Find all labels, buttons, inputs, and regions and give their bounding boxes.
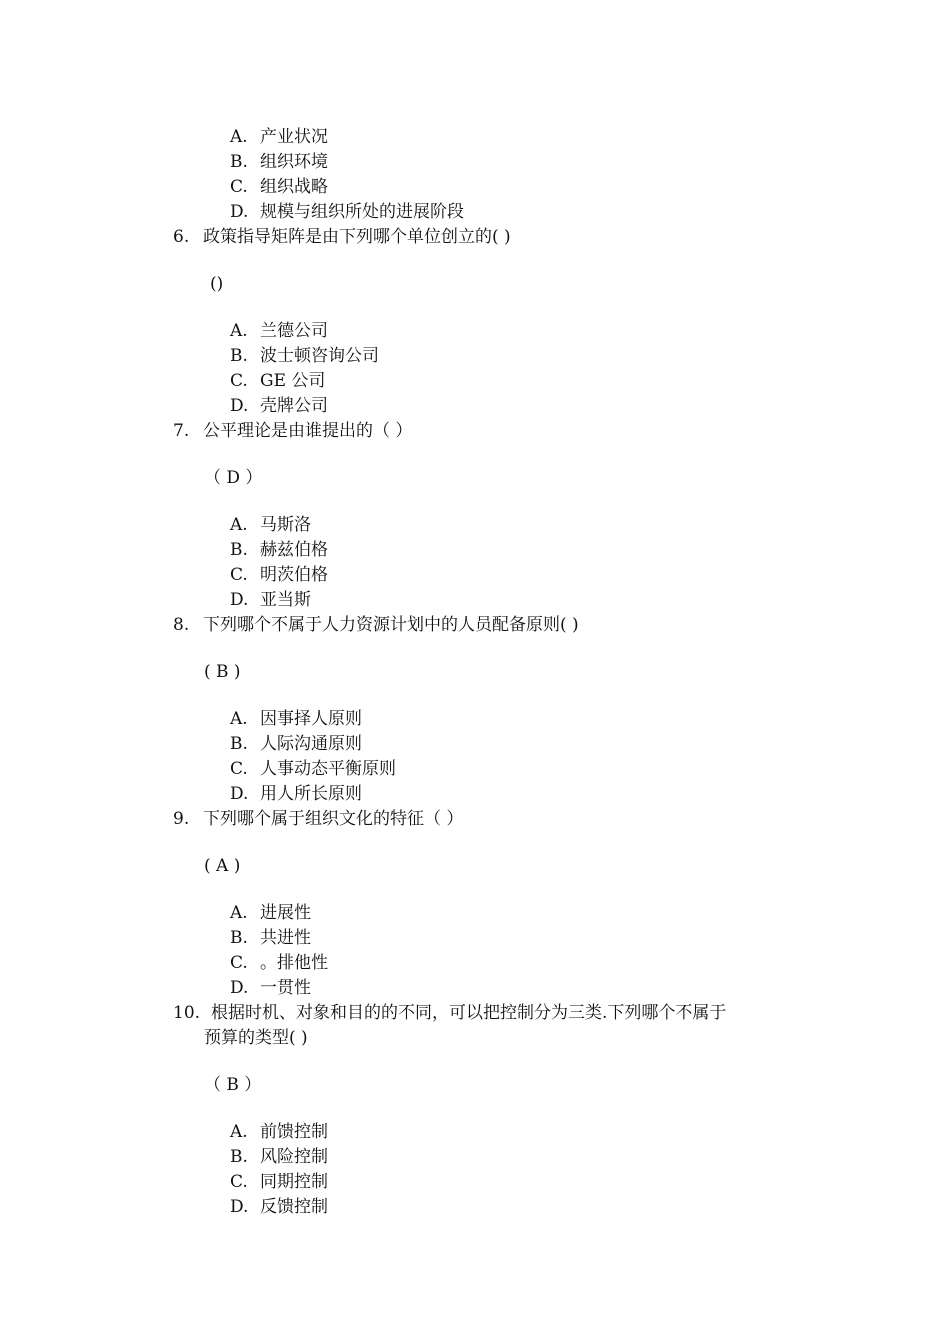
option-c: C. 同期控制 bbox=[230, 1172, 328, 1192]
option-b: B. 赫兹伯格 bbox=[230, 540, 328, 560]
option-c: C. 。排他性 bbox=[230, 953, 328, 973]
answer-10: （ B ） bbox=[204, 1075, 262, 1095]
option-d: D. 反馈控制 bbox=[230, 1197, 328, 1217]
option-a: A. 进展性 bbox=[230, 903, 311, 923]
option-b: B. 波士顿咨询公司 bbox=[230, 346, 379, 366]
option-b: B. 组织环境 bbox=[230, 152, 328, 172]
option-b: B. 人际沟通原则 bbox=[230, 734, 362, 754]
option-d: D. 亚当斯 bbox=[230, 590, 311, 610]
question-6: 6. 政策指导矩阵是由下列哪个单位创立的( ) bbox=[173, 227, 511, 247]
option-a: A. 马斯洛 bbox=[230, 515, 311, 535]
option-c: C. 组织战略 bbox=[230, 177, 328, 197]
option-d: D. 用人所长原则 bbox=[230, 784, 362, 804]
question-8: 8. 下列哪个不属于人力资源计划中的人员配备原则( ) bbox=[173, 615, 579, 635]
option-d: D. 一贯性 bbox=[230, 978, 311, 998]
option-c: C. 人事动态平衡原则 bbox=[230, 759, 396, 779]
question-7: 7. 公平理论是由谁提出的（ ） bbox=[173, 421, 413, 441]
answer-6: () bbox=[210, 274, 224, 294]
option-a: A. 兰德公司 bbox=[230, 321, 328, 341]
answer-9: ( A ) bbox=[204, 856, 241, 876]
option-d: D. 壳牌公司 bbox=[230, 396, 328, 416]
option-d: D. 规模与组织所处的进展阶段 bbox=[230, 202, 464, 222]
question-10-continuation: 预算的类型( ) bbox=[204, 1028, 308, 1048]
question-10: 10. 根据时机、对象和目的的不同，可以把控制分为三类.下列哪个不属于 bbox=[173, 1003, 727, 1023]
option-b: B. 共进性 bbox=[230, 928, 311, 948]
option-c: C. GE 公司 bbox=[230, 371, 326, 391]
answer-7: （ D ） bbox=[204, 468, 263, 488]
question-9: 9. 下列哪个属于组织文化的特征（ ） bbox=[173, 809, 464, 829]
option-c: C. 明茨伯格 bbox=[230, 565, 328, 585]
option-a: A. 产业状况 bbox=[230, 127, 328, 147]
option-b: B. 风险控制 bbox=[230, 1147, 328, 1167]
answer-8: ( B ) bbox=[204, 662, 241, 682]
option-a: A. 前馈控制 bbox=[230, 1122, 328, 1142]
option-a: A. 因事择人原则 bbox=[230, 709, 362, 729]
